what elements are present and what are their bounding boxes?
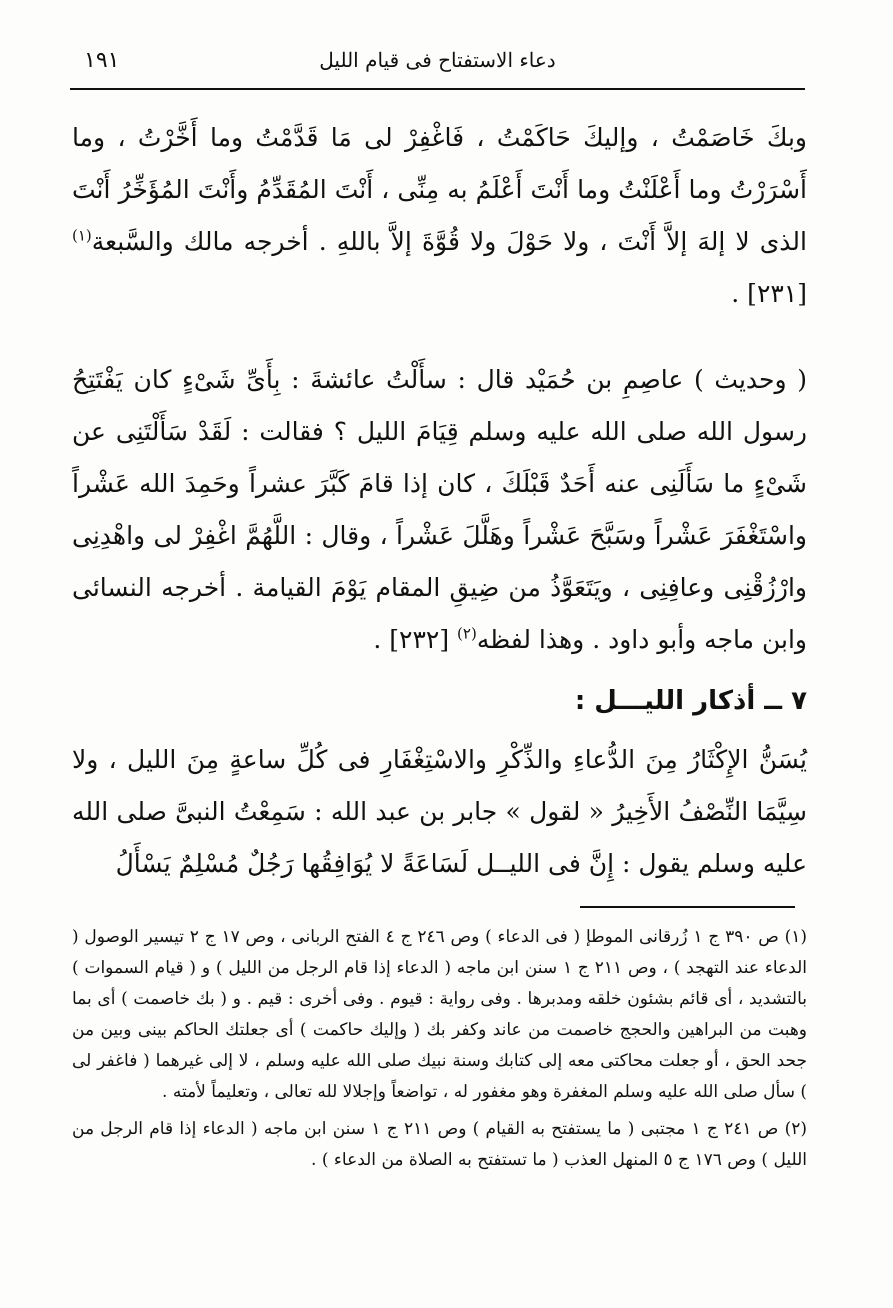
footnote-divider xyxy=(580,906,795,908)
footnote-1: (١) ص ٣٩٠ ج ١ زُرقانى الموطإ ( فى الدعاء ) وص ٢٤٦ ج ٤ الفتح الربانى ، وص ١٧ ج ٢ تيسير الوصول ( الدعاء عند التهجد ) ، وص ٢١١ ج ١ سنن ابن ماجه ( الدعاء إذا قام الرجل من الليل ) و ( قيام السموات ) بالتشديد ، أى قائم بشئون خلقه ومدبرها . وفى رواية : قيوم . وفى أخرى : قيم . و ( بك خاصمت ) أى بما وهبت من البراهين والحجج خاصمت من عاند وكفر بك ( وإليك حاكمت ) أى جعلتك الحاكم بينى وبين من جحد الحق ، أو جعلت محاكتى معه إلى كتابك وسنة نبيك صلى الله عليه وسلم ، لا إلى غيرهما ( فاغفر لى ) سأل صلى الله عليه وسلم المغفرة وهو مغفور له ، تواضعاً وإجلالا لله تعالى ، وتعليماً لأمته . xyxy=(72,927,808,1102)
page-number: ١٩١ xyxy=(84,48,120,73)
paragraph-2 xyxy=(72,354,807,666)
hadith-number-231: [٢٣١] . xyxy=(731,279,807,308)
paragraph-3: يُسَنُّ الإِكْثَارُ مِنَ الدُّعاءِ والذِّكْرِ والاسْتِغْفَارِ فى كُلِّ ساعةٍ مِنَ الليل ، ولا سِيَّمَا النِّصْفُ الأَخِيرُ « لقول » جابر بن عبد الله : سَمِعْتُ النبىَّ صلى الله عليه وسلم يقول : إِنَّ فى الليــل لَسَاعَةً لا يُوَافِقُها رَجُلٌ مُسْلِمٌ يَسْأَلُ xyxy=(72,745,807,878)
paragraph-1-text: وبكَ خَاصَمْتُ ، وإليكَ حَاكَمْتُ ، فَاغْفِرْ لى مَا قَدَّمْتُ وما أَخَّرْتُ ، وما أَسْرَرْتُ وما أَعْلَنْتُ وما أَنْتَ أَعْلَمُ به مِنِّى ، أَنْتَ المُقَدِّمُ وأَنْتَ المُؤَخِّرُ أَنْتَ الذى لا إلهَ إلاَّ أَنْتَ ، ولا حَوْلَ ولا قُوَّةَ إلاَّ باللهِ . أخرجه مالك والسَّبعة xyxy=(72,123,807,256)
page-header xyxy=(70,44,805,84)
footnote-ref-1: (١) xyxy=(72,226,92,245)
footnote-2: (٢) ص ٢٤١ ج ١ مجتبى ( ما يستفتح به القيام ) وص ٢١١ ج ١ سنن ابن ماجه ( الدعاء إذا قام الرجل من الليل ) وص ١٧٦ ج ٥ المنهل العذب ( ما تستفتح به الصلاة من الدعاء ) . xyxy=(72,1119,808,1170)
running-title: دعاء الاستفتاح فى قيام الليل xyxy=(319,48,556,72)
main-text xyxy=(72,112,807,890)
header-divider xyxy=(70,88,805,90)
hadith-number-232: [٢٣٢] . xyxy=(373,625,458,654)
paragraph-2-text: ( وحديث ) عاصِمِ بن حُمَيْد قال : سأَلْتُ عائشةَ : بِأَىِّ شَىْءٍ كان يَفْتَتِحُ رسول الله صلى الله عليه وسلم قِيَامَ الليل ؟ فقالت : لَقَدْ سَأَلْتَنِى عن شَىْءٍ ما سَأَلَنِى عنه أَحَدٌ قَبْلَكَ ، كان إذا قامَ كَبَّرَ عشراً وحَمِدَ الله عَشْراً واسْتَغْفَرَ عَشْراً وسَبَّحَ عَشْراً وهَلَّلَ عَشْراً ، وقال : اللَّهُمَّ اغْفِرْ لى واهْدِنِى وارْزُقْنِى وعافِنِى ، ويَتَعَوَّذُ من ضِيقِ المقام يَوْمَ القيامة . أخرجه النسائى وابن ماجه وأبو داود . وهذا لفظه xyxy=(72,365,807,654)
section-heading: ٧ ــ أذكار الليـــل : xyxy=(574,686,807,716)
paragraph-1 xyxy=(72,112,807,320)
footnote-ref-2: (٢) xyxy=(457,624,477,643)
footnotes xyxy=(72,922,807,1182)
